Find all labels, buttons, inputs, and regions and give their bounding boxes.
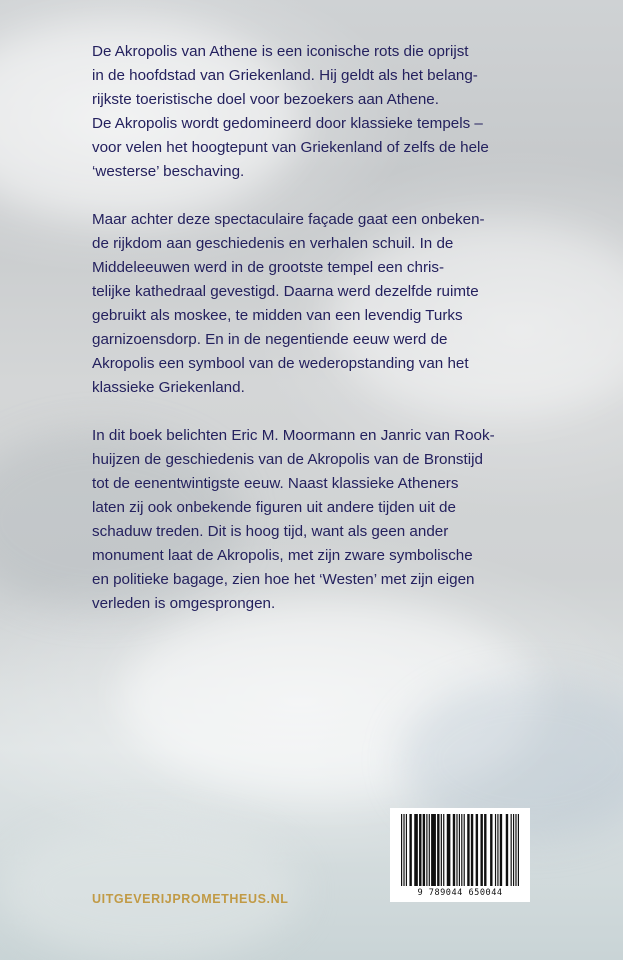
isbn-digits: 9 789044 650044 [417,888,503,898]
blurb-line: ‘westerse’ beschaving. [92,163,245,180]
blurb-line: De Akropolis van Athene is een iconische rots die oprijst [92,43,469,60]
blurb-paragraph [92,208,552,400]
barcode-bar [441,814,442,886]
blurb-line: en politieke bagage, zien hoe het ‘Westen’ met zijn eigen [92,571,475,588]
barcode-bar [484,814,486,886]
blurb-paragraph [92,424,552,616]
barcode-bar [453,814,455,886]
barcode-bar [461,814,462,886]
barcode-bar [480,814,482,886]
blurb-line: schaduw treden. Dit is hoog tijd, want als geen ander [92,523,449,540]
barcode-bar [515,814,516,886]
barcode-bar [459,814,460,886]
barcode-bar [506,814,508,886]
barcode-bar [406,814,407,886]
back-cover-blurb [92,40,552,640]
barcode-bar [429,814,430,886]
barcode-bar [443,814,444,886]
barcode-bar [456,814,457,886]
blurb-line: In dit boek belichten Eric M. Moormann en Janric van Rook- [92,427,495,444]
blurb-line: garnizoensdorp. En in de negentiende eeuw werd de [92,331,448,348]
barcode-bar [476,814,478,886]
blurb-line: Middeleeuwen werd in de grootste tempel een chris- [92,259,445,276]
blurb-line: rijkste toeristische doel voor bezoekers aan Athene. [92,91,439,108]
barcode-bar [401,814,402,886]
barcode-bar [409,814,411,886]
cloud-shape [0,820,300,960]
barcode-bar [403,814,404,886]
blurb-line: tot de eenentwintigste eeuw. Naast klassieke Atheners [92,475,459,492]
publisher-website: UITGEVERIJPROMETHEUS.NL [92,892,289,906]
barcode-bar [495,814,496,886]
barcode-bar [437,814,439,886]
blurb-line: gebruikt als moskee, te midden van een levendig Turks [92,307,463,324]
blurb-line: Maar achter deze spectaculaire façade gaat een onbeken- [92,211,485,228]
blurb-line: Akropolis een symbool van de wederopstanding van het [92,355,469,372]
barcode-bar [447,814,451,886]
barcode-bars [399,814,521,888]
blurb-line: verleden is omgesprongen. [92,595,276,612]
barcode-bar [431,814,436,886]
barcode-bar [497,814,498,886]
barcode-bar [490,814,492,886]
blurb-line: klassieke Griekenland. [92,379,245,396]
barcode-bar [423,814,425,886]
blurb-line: monument laat de Akropolis, met zijn zware symbolische [92,547,473,564]
barcode-bar [500,814,502,886]
blurb-line: in de hoofdstad van Griekenland. Hij geldt als het belang- [92,67,478,84]
barcode-bar [419,814,421,886]
isbn-barcode [390,808,530,902]
blurb-line: huijzen de geschiedenis van de Akropolis van de Bronstijd [92,451,483,468]
blurb-line: voor velen het hoogtepunt van Griekenland of zelfs de hele [92,139,489,156]
barcode-bar [426,814,427,886]
blurb-line: De Akropolis wordt gedomineerd door klassieke tempels – [92,115,483,132]
barcode-bar [414,814,418,886]
barcode-bar [467,814,469,886]
barcode-bar [464,814,465,886]
barcode-bar [513,814,514,886]
blurb-line: de rijkdom aan geschiedenis en verhalen schuil. In de [92,235,454,252]
blurb-line: laten zij ook onbekende figuren uit andere tijden uit de [92,499,456,516]
barcode-bar [511,814,512,886]
blurb-line: telijke kathedraal gevestigd. Daarna werd dezelfde ruimte [92,283,479,300]
blurb-paragraph [92,40,552,184]
barcode-bar [518,814,519,886]
barcode-bar [471,814,473,886]
